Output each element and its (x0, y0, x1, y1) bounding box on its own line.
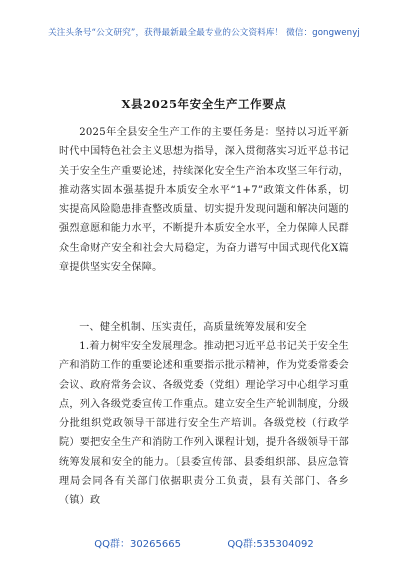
section-heading (59, 318, 349, 337)
footer (0, 535, 408, 550)
footer-qq-group-1: QQ群：30265665 (94, 539, 181, 550)
intro-paragraph (59, 123, 349, 277)
intro-text: 2025年全县安全生产工作的主要任务是：坚持以习近平新时代中国特色社会主义思想为指导，深入贯彻落实习近平总书记关于安全生产重要论述，持续深化安全生产治本攻坚三年行动，推动落实固本强基提升本质安全水平“1+7”政策文件体系，切实提高风险隐患排查整改质量、切实提升发现问题和解决问题的强烈意愿和能力水平，不断提升本质安全水平，全力保障人民群众生命财产安全和社会大局稳定，为奋力谱写中国式现代化X篇章提供坚实安全保障。 (59, 127, 349, 274)
header-banner: 关注头条号“公文研究”，获得最新最全最专业的公文资料库！ 微信：gongwenyj (48, 28, 360, 38)
document-title: X县2025年安全生产工作要点 (121, 97, 287, 111)
section-heading-text: 一、健全机制、压实责任，高质量统筹发展和安全 (79, 322, 307, 333)
section-paragraph-text: 1.着力树牢安全发展理念。推动把习近平总书记关于安全生产和消防工作的重要论述和重要指示批示精神，作为党委常委会会议、政府常务会议、各级党委（党组）理论学习中心组学习重点，列入各级党委宣传工作重点。建立安全生产轮训制度，分级分批组织党政领导干部进行安全生产培训。各级党校（行政学院）要把安全生产和消防工作列入课程计划，提升各级领导干部统筹发展和安全的能力。〔县委宣传部、县委组织部、县应急管理局会同各有关部门依据职责分工负责，县有关部门、各乡（镇）政 (59, 341, 349, 507)
footer-qq-group-2: QQ群:535304092 (227, 539, 314, 550)
section-paragraph (59, 337, 349, 511)
